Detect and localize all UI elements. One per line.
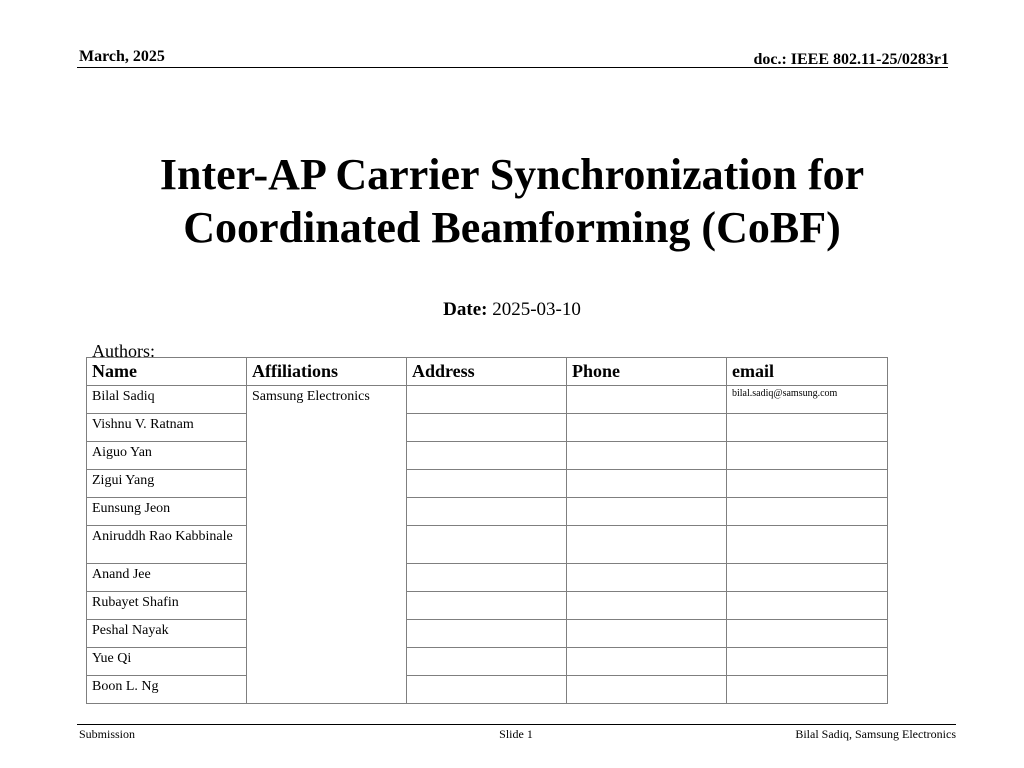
author-phone [567,526,727,564]
author-name: Peshal Nayak [87,620,247,648]
column-header-email: email [727,358,888,386]
author-address [407,620,567,648]
footer-submission: Submission [79,727,136,741]
author-email [727,620,888,648]
author-phone [567,676,727,704]
date-label: Date: [443,299,488,320]
table-row [87,526,888,564]
author-address [407,526,567,564]
table-row [87,676,888,704]
author-email [727,526,888,564]
author-name: Eunsung Jeon [87,498,247,526]
author-phone [567,592,727,620]
column-header-address: Address [407,358,567,386]
author-address [407,676,567,704]
author-address [407,470,567,498]
author-email [727,414,888,442]
table-header-row [87,358,888,386]
table-row [87,386,888,414]
authors-label: Authors: [92,341,155,361]
date-line [0,299,1024,321]
author-email [727,470,888,498]
author-address [407,498,567,526]
table-row [87,648,888,676]
author-affiliation: Samsung Electronics [247,386,407,704]
column-header-name: Name [87,358,247,386]
table-row [87,442,888,470]
table-row [87,564,888,592]
author-name: Aiguo Yan [87,442,247,470]
authors-table [86,357,888,704]
author-phone [567,470,727,498]
footer-divider [77,724,956,725]
author-phone [567,648,727,676]
author-name: Anand Jee [87,564,247,592]
author-address [407,386,567,414]
author-name: Vishnu V. Ratnam [87,414,247,442]
title-line-2: Coordinated Beamforming (CoBF) [183,203,841,252]
author-address [407,648,567,676]
author-email [727,592,888,620]
author-name: Rubayet Shafin [87,592,247,620]
table-row [87,592,888,620]
title-line-1: Inter-AP Carrier Synchronization for [159,150,865,199]
author-name: Aniruddh Rao Kabbinale [87,526,247,564]
footer-slide-number: Slide 1 [499,727,533,741]
footer-author: Bilal Sadiq, Samsung Electronics [795,727,956,741]
author-name: Boon L. Ng [87,676,247,704]
header-doc-id: doc.: IEEE 802.11-25/0283r1 [753,51,949,68]
author-name: Yue Qi [87,648,247,676]
author-phone [567,414,727,442]
slide-title [0,148,1024,254]
author-email [727,498,888,526]
author-address [407,414,567,442]
author-name: Bilal Sadiq [87,386,247,414]
table-row [87,498,888,526]
author-phone [567,442,727,470]
author-address [407,564,567,592]
table-row [87,414,888,442]
column-header-phone: Phone [567,358,727,386]
header-divider [77,67,948,68]
author-address [407,592,567,620]
author-name: Zigui Yang [87,470,247,498]
column-header-affiliations: Affiliations [247,358,407,386]
table-row [87,620,888,648]
author-email [727,648,888,676]
author-email [727,564,888,592]
author-address [407,442,567,470]
author-phone [567,498,727,526]
author-phone [567,564,727,592]
author-phone [567,620,727,648]
header-date: March, 2025 [79,48,165,65]
author-phone [567,386,727,414]
date-value: 2025-03-10 [492,299,581,320]
author-email [727,676,888,704]
author-email [727,442,888,470]
table-row [87,470,888,498]
author-email: bilal.sadiq@samsung.com [727,386,888,414]
